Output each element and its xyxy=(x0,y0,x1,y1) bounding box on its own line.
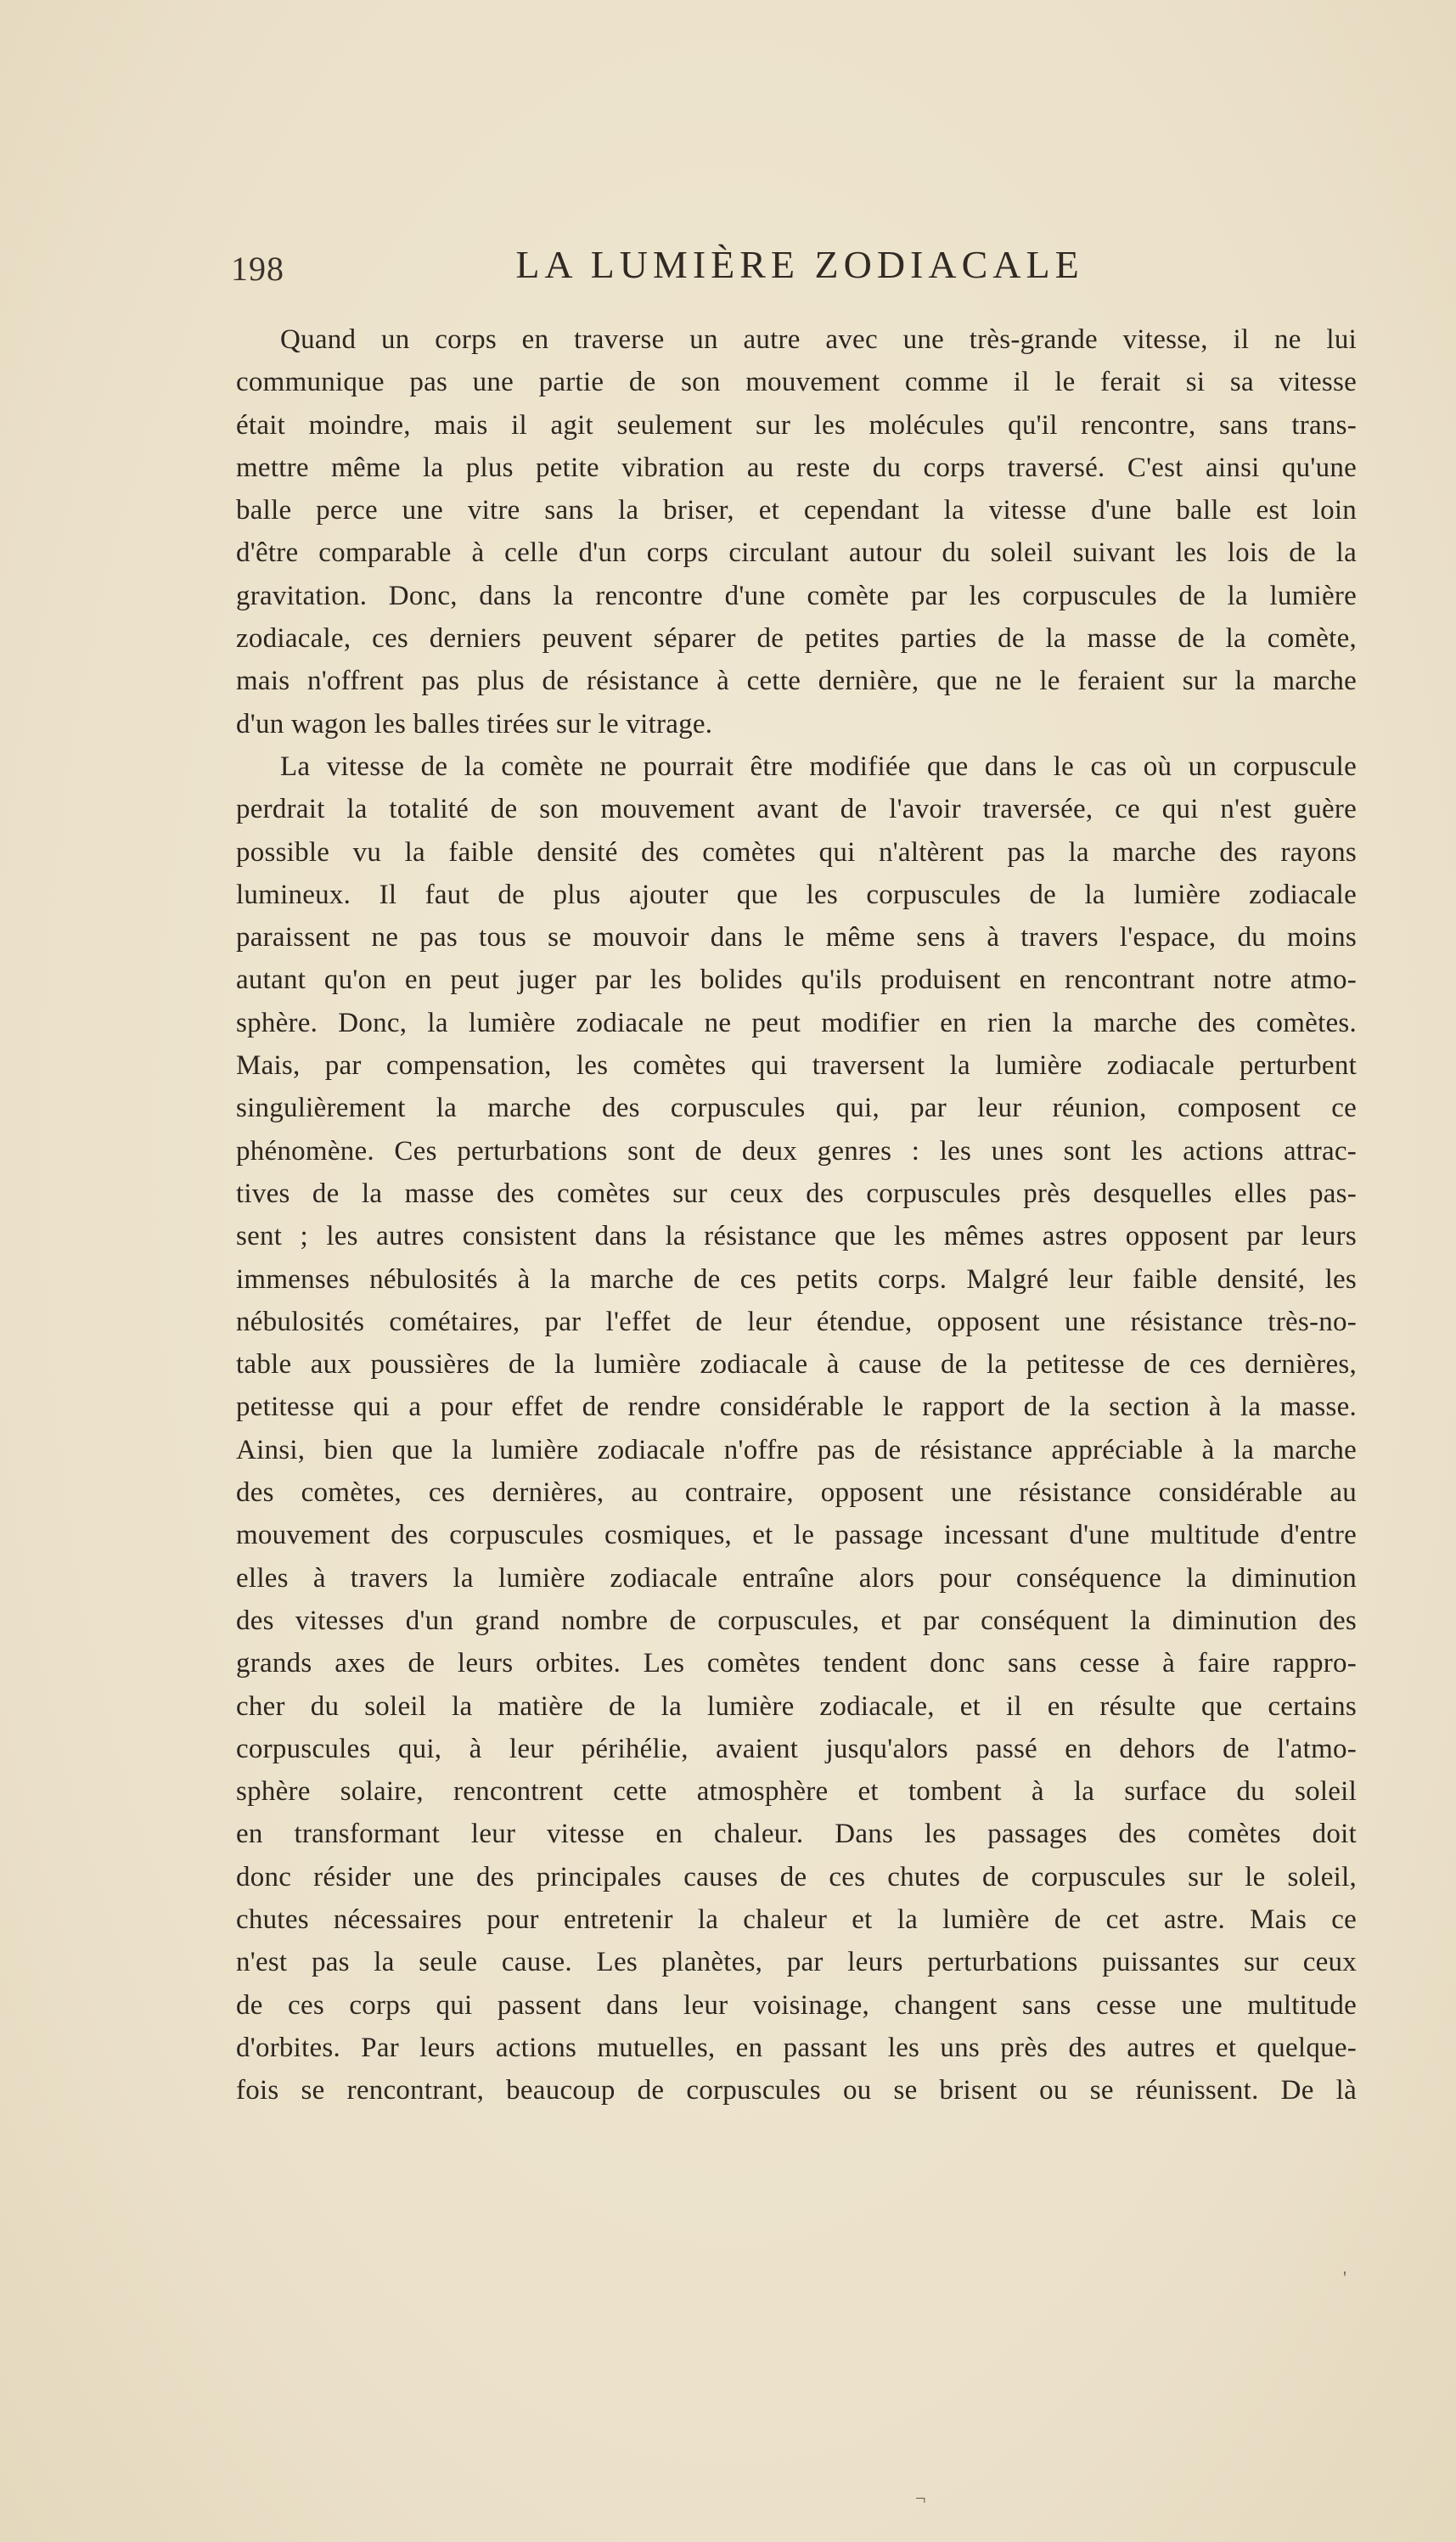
text-line: d'un wagon les balles tirées sur le vitrage. xyxy=(236,708,713,740)
page-number: 198 xyxy=(231,250,284,288)
text-line: sent ; les autres consistent dans la résistance que les mêmes astres opposent par leurs xyxy=(236,1221,1357,1252)
text-line: possible vu la faible densité des comètes qui n'altèrent pas la marche des rayons xyxy=(236,836,1357,868)
text-line: La vitesse de la comète ne pourrait être modifiée que dans le cas où un corpuscule xyxy=(280,751,1357,782)
text-line: de ces corps qui passent dans leur voisinage, changent sans cesse une multitude xyxy=(236,1989,1357,2021)
text-line: immenses nébulosités à la marche de ces petits corps. Malgré leur faible densité, les xyxy=(236,1263,1357,1295)
text-line: Ainsi, bien que la lumière zodiacale n'offre pas de résistance appréciable à la marche xyxy=(236,1434,1357,1465)
text-line: lumineux. Il faut de plus ajouter que les corpuscules de la lumière zodiacale xyxy=(236,879,1357,910)
text-line: donc résider une des principales causes de ces chutes de corpuscules sur le soleil, xyxy=(236,1861,1357,1892)
stray-ink-mark: ' xyxy=(1343,2267,1346,2288)
body-text xyxy=(236,318,1357,2112)
text-line: chutes nécessaires pour entretenir la chaleur et la lumière de cet astre. Mais ce xyxy=(236,1904,1357,1935)
text-line: autant qu'on en peut juger par les bolides qu'ils produisent en rencontrant notre atmo- xyxy=(236,964,1357,996)
text-line: était moindre, mais il agit seulement sur les molécules qu'il rencontre, sans trans- xyxy=(236,409,1357,441)
text-line: cher du soleil la matière de la lumière zodiacale, et il en résulte que certains xyxy=(236,1690,1357,1722)
text-line: perdrait la totalité de son mouvement avant de l'avoir traversée, ce qui n'est guère xyxy=(236,794,1357,825)
text-line: d'orbites. Par leurs actions mutuelles, en passant les uns près des autres et quelque- xyxy=(236,2032,1357,2063)
text-line: nébulosités cométaires, par l'effet de leur étendue, opposent une résistance très-no- xyxy=(236,1306,1357,1337)
text-line: zodiacale, ces derniers peuvent séparer de petites parties de la masse de la comète, xyxy=(236,623,1357,655)
text-line: Mais, par compensation, les comètes qui traversent la lumière zodiacale perturbent xyxy=(236,1050,1357,1082)
stray-ink-mark: ¬ xyxy=(915,2488,926,2509)
running-title: LA LUMIÈRE ZODIACALE xyxy=(515,243,1084,286)
text-line: gravitation. Donc, dans la rencontre d'une comète par les corpuscules de la lumière xyxy=(236,580,1357,611)
text-line: fois se rencontrant, beaucoup de corpuscules ou se brisent ou se réunissent. De là xyxy=(236,2075,1357,2106)
text-line: phénomène. Ces perturbations sont de deux genres : les unes sont les actions attrac- xyxy=(236,1135,1357,1167)
text-line: mouvement des corpuscules cosmiques, et le passage incessant d'une multitude d'entre xyxy=(236,1520,1357,1551)
text-line: balle perce une vitre sans la briser, et cependant la vitesse d'une balle est loin xyxy=(236,495,1357,526)
text-line: paraissent ne pas tous se mouvoir dans le même sens à travers l'espace, du moins xyxy=(236,922,1357,953)
text-line: communique pas une partie de son mouvement comme il le ferait si sa vitesse xyxy=(236,367,1357,398)
text-line: tives de la masse des comètes sur ceux des corpuscules près desquelles elles pas- xyxy=(236,1178,1357,1209)
text-line: sphère solaire, rencontrent cette atmosphère et tombent à la surface du soleil xyxy=(236,1776,1357,1808)
text-line: Quand un corps en traverse un autre avec une très-grande vitesse, il ne lui xyxy=(280,324,1357,355)
text-line: table aux poussières de la lumière zodiacale à cause de la petitesse de ces dernières, xyxy=(236,1349,1357,1381)
text-line: petitesse qui a pour effet de rendre considérable le rapport de la section à la masse. xyxy=(236,1392,1357,1423)
text-line: singulièrement la marche des corpuscules qui, par leur réunion, composent ce xyxy=(236,1093,1357,1124)
text-line: n'est pas la seule cause. Les planètes, par leurs perturbations puissantes sur ceux xyxy=(236,1947,1357,1978)
text-line: des vitesses d'un grand nombre de corpuscules, et par conséquent la diminution des xyxy=(236,1605,1357,1636)
text-line: sphère. Donc, la lumière zodiacale ne peut modifier en rien la marche des comètes. xyxy=(236,1007,1357,1038)
text-line: elles à travers la lumière zodiacale entraîne alors pour conséquence la diminution xyxy=(236,1562,1357,1594)
text-line: en transformant leur vitesse en chaleur. Dans les passages des comètes doit xyxy=(236,1819,1357,1850)
running-head xyxy=(231,242,1369,293)
text-line: des comètes, ces dernières, au contraire, opposent une résistance considérable au xyxy=(236,1477,1357,1509)
text-line: mettre même la plus petite vibration au reste du corps traversé. C'est ainsi qu'une xyxy=(236,452,1357,483)
text-line: grands axes de leurs orbites. Les comètes tendent donc sans cesse à faire rappro- xyxy=(236,1648,1357,1679)
text-line: corpuscules qui, à leur périhélie, avaient jusqu'alors passé en dehors de l'atmo- xyxy=(236,1733,1357,1764)
text-line: mais n'offrent pas plus de résistance à cette dernière, que ne le feraient sur la marche xyxy=(236,666,1357,697)
text-line: d'être comparable à celle d'un corps circulant autour du soleil suivant les lois de la xyxy=(236,537,1357,569)
